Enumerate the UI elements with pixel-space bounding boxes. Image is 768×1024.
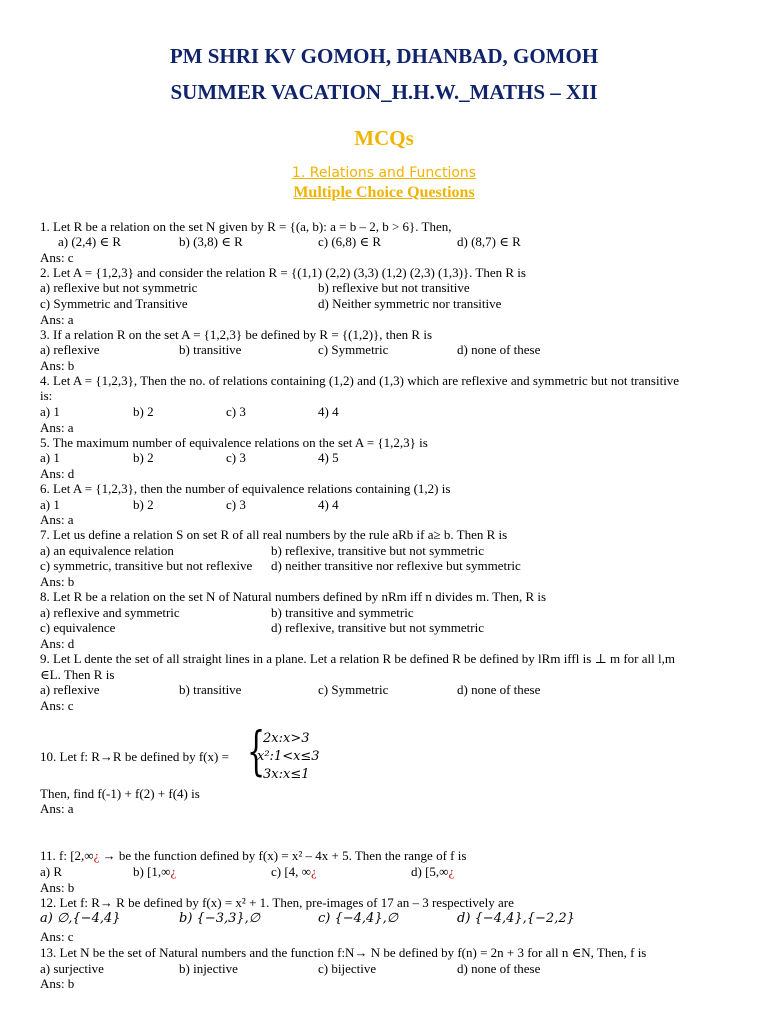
q11-option-d-symbol: ¿ (448, 864, 455, 879)
q13-option-c: c) bijective (318, 961, 377, 976)
q3-option-a: a) reflexive (40, 342, 100, 357)
q1-answer: Ans: c (40, 250, 74, 265)
q5-option-a: a) 1 (40, 450, 60, 465)
q8-answer: Ans: d (40, 636, 75, 651)
q11-answer: Ans: b (40, 880, 75, 895)
q4-option-c: c) 3 (226, 404, 246, 419)
q5-option-b: b) 2 (133, 450, 154, 465)
q12-answer: Ans: c (40, 929, 74, 944)
q11-text-rest: → be the function defined by f(x) = x² – 4x + 5. Then the range of f is (99, 848, 467, 863)
q1-option-a: a) (2,4) ∈ R (58, 234, 122, 249)
q9-answer: Ans: c (40, 698, 74, 713)
q13-option-b: b) injective (179, 961, 238, 976)
q8-option-b: b) transitive and symmetric (271, 605, 414, 620)
q7-option-a: a) an equivalence relation (40, 543, 174, 558)
q10-piece-2: x²:1<x≤3 (257, 749, 320, 764)
q2-answer: Ans: a (40, 312, 74, 327)
q4-option-a: a) 1 (40, 404, 60, 419)
q13-option-d: d) none of these (457, 961, 541, 976)
q2-option-c: c) Symmetric and Transitive (40, 296, 188, 311)
q1-option-d: d) (8,7) ∈ R (457, 234, 521, 249)
q1-option-c: c) (6,8) ∈ R (318, 234, 382, 249)
section-heading: MCQs (354, 126, 414, 150)
q11-option-b (133, 864, 176, 879)
q9-option-b: b) transitive (179, 682, 242, 697)
school-name: PM SHRI KV GOMOH, DHANBAD, GOMOH (169, 44, 599, 68)
question-6: 6. Let A = {1,2,3}, then the number of equivalence relations containing (1,2) is (40, 481, 451, 496)
q13-answer: Ans: b (40, 976, 75, 991)
q10-piece-1: 2x:x>3 (263, 731, 310, 746)
q4-answer: Ans: a (40, 420, 74, 435)
question-12: 12. Let f: R→ R be defined by f(x) = x² + 1. Then, pre-images of 17 an – 3 respectively are (40, 895, 514, 910)
q10-piece-3: 3x:x≤1 (263, 767, 310, 782)
q9-option-d: d) none of these (457, 682, 541, 697)
document-title: SUMMER VACATION_H.H.W._MATHS – XII (170, 80, 598, 104)
question-10-continued: Then, find f(-1) + f(2) + f(4) is (40, 786, 200, 801)
q2-option-d: d) Neither symmetric nor transitive (318, 296, 502, 311)
q9-option-c: c) Symmetric (318, 682, 389, 697)
question-4: 4. Let A = {1,2,3}, Then the no. of relations containing (1,2) and (1,3) which are reflexive and symmetric but not transitive (40, 373, 680, 388)
q7-option-b: b) reflexive, transitive but not symmetric (271, 543, 484, 558)
q11-option-b-text: b) [1,∞ (133, 864, 171, 879)
q5-answer: Ans: d (40, 466, 75, 481)
chapter-title: 1. Relations and Functions (291, 165, 477, 181)
q12-option-c: c) {−4,4},∅ (318, 911, 399, 926)
question-8: 8. Let R be a relation on the set N of Natural numbers defined by nRm iff n divides m. Then, R is (40, 589, 547, 604)
q12-option-d: d) {−4,4},{−2,2} (457, 911, 575, 926)
q2-option-a: a) reflexive but not symmetric (40, 280, 198, 295)
q8-option-c: c) equivalence (40, 620, 116, 635)
q3-option-c: c) Symmetric (318, 342, 389, 357)
question-3: 3. If a relation R on the set A = {1,2,3} be defined by R = {(1,2)}, then R is (40, 327, 433, 342)
question-10: 10. Let f: R→R be defined by f(x) = (40, 749, 229, 764)
q4-option-d: 4) 4 (318, 404, 339, 419)
q1-option-b: b) (3,8) ∈ R (179, 234, 243, 249)
q6-option-b: b) 2 (133, 497, 154, 512)
q12-option-a: a) ∅,{−4,4} (40, 911, 121, 926)
q11-option-a: a) R (40, 864, 63, 879)
q11-option-d (411, 864, 454, 879)
q8-option-d: d) reflexive, transitive but not symmetric (271, 620, 484, 635)
q12-option-b: b) {−3,3},∅ (179, 911, 261, 926)
q7-option-c: c) symmetric, transitive but not reflexive (40, 558, 253, 573)
q11-option-d-text: d) [5,∞ (411, 864, 449, 879)
question-7: 7. Let us define a relation S on set R of all real numbers by the rule aRb if a≥ b. Then R is (40, 527, 508, 542)
q3-option-b: b) transitive (179, 342, 242, 357)
q5-option-d: 4) 5 (318, 450, 339, 465)
question-11 (40, 848, 466, 863)
q13-option-a: a) surjective (40, 961, 104, 976)
q8-option-a: a) reflexive and symmetric (40, 605, 180, 620)
q11-option-c (271, 864, 317, 879)
q6-option-a: a) 1 (40, 497, 60, 512)
q11-option-c-symbol: ¿ (310, 864, 317, 879)
q3-option-d: d) none of these (457, 342, 541, 357)
q10-answer: Ans: a (40, 801, 74, 816)
question-9: 9. Let L dente the set of all straight lines in a plane. Let a relation R be defined R be defined by lRm iffl is ⊥ m for all l,m (40, 651, 675, 666)
mcq-subheading: Multiple Choice Questions (293, 184, 475, 201)
q7-option-d: d) neither transitive nor reflexive but symmetric (271, 558, 521, 573)
piecewise-brace: { (247, 722, 266, 782)
q11-symbol: ¿ (93, 848, 100, 863)
question-9-continued: ∈L. Then R is (40, 667, 115, 682)
q6-answer: Ans: a (40, 512, 74, 527)
q6-option-c: c) 3 (226, 497, 246, 512)
question-2: 2. Let A = {1,2,3} and consider the relation R = {(1,1) (2,2) (3,3) (1,2) (2,3) (1,3)}. Then R is (40, 265, 526, 280)
chapter-heading (0, 164, 768, 182)
q9-option-a: a) reflexive (40, 682, 100, 697)
q11-option-c-text: c) [4, ∞ (271, 864, 311, 879)
q4-option-b: b) 2 (133, 404, 154, 419)
question-1: 1. Let R be a relation on the set N given by R = {(a, b): a = b – 2, b > 6}. Then, (40, 219, 452, 234)
q6-option-d: 4) 4 (318, 497, 339, 512)
q5-option-c: c) 3 (226, 450, 246, 465)
question-4-continued: is: (40, 388, 53, 403)
q3-answer: Ans: b (40, 358, 75, 373)
question-13: 13. Let N be the set of Natural numbers and the function f:N→ N be defined by f(n) = 2n + 3 for all n ∈N, Then, f is (40, 945, 647, 960)
q2-option-b: b) reflexive but not transitive (318, 280, 470, 295)
q11-text: 11. f: [2,∞ (40, 848, 94, 863)
question-5: 5. The maximum number of equivalence relations on the set A = {1,2,3} is (40, 435, 428, 450)
q7-answer: Ans: b (40, 574, 75, 589)
q11-option-b-symbol: ¿ (170, 864, 177, 879)
